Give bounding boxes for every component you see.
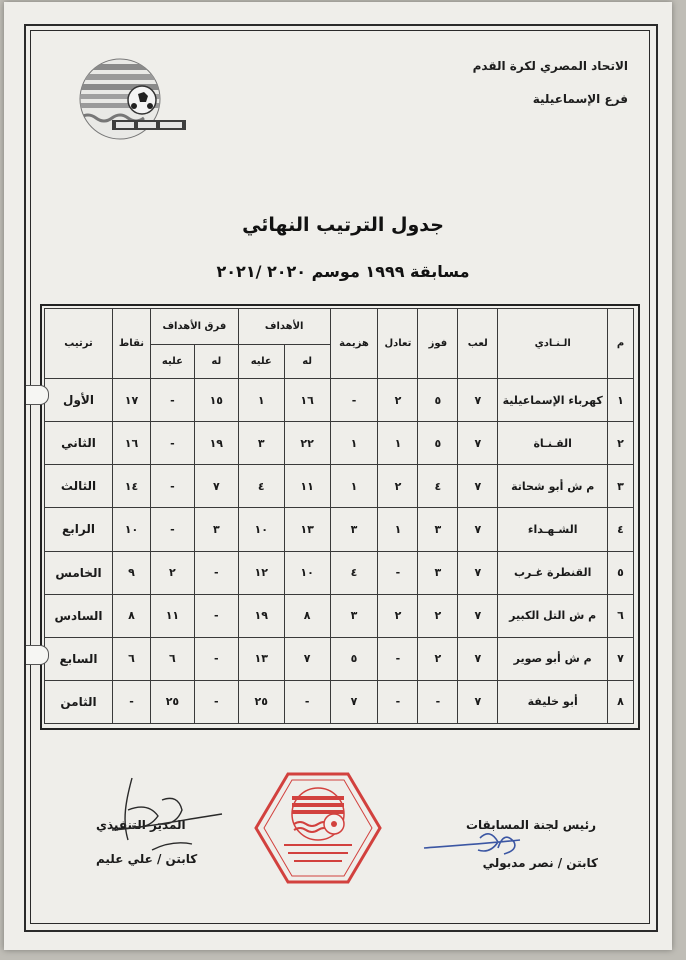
won-count: ٤: [418, 465, 458, 508]
goals-for: -: [284, 680, 330, 723]
drawn-count: ٢: [378, 465, 418, 508]
header-goals-for: له: [284, 345, 330, 379]
goals-against: ٣: [238, 422, 284, 465]
table-row: [45, 422, 634, 465]
club-name: أبو خليفة: [498, 680, 608, 723]
diff-against: -: [150, 422, 194, 465]
goals-for: ١٣: [284, 508, 330, 551]
points: ٨: [113, 594, 151, 637]
diff-for: -: [194, 551, 238, 594]
club-name: الشـهـداء: [498, 508, 608, 551]
goals-for: ٨: [284, 594, 330, 637]
competitions-committee-title: رئيس لجنة المسابقات: [465, 818, 596, 832]
table-row: [45, 551, 634, 594]
played-count: ٧: [458, 680, 498, 723]
header-goals-against: عليه: [238, 345, 284, 379]
diff-against: -: [150, 465, 194, 508]
row-number: ٤: [608, 508, 634, 551]
won-count: ٢: [418, 594, 458, 637]
header-lost: هزيمة: [330, 309, 378, 379]
goals-against: ٢٥: [238, 680, 284, 723]
row-number: ٣: [608, 465, 634, 508]
row-number: ٧: [608, 637, 634, 680]
signature-right-icon: [420, 818, 550, 868]
won-count: ٣: [418, 551, 458, 594]
played-count: ٧: [458, 637, 498, 680]
federation-logo-icon: [68, 56, 188, 142]
position: الثامن: [45, 680, 113, 723]
position: الأول: [45, 379, 113, 422]
page-title: جدول الترتيب النهائي: [242, 214, 444, 236]
drawn-count: ١: [378, 422, 418, 465]
row-number: ٦: [608, 594, 634, 637]
header-won: فوز: [418, 309, 458, 379]
played-count: ٧: [458, 379, 498, 422]
header-diff-for: له: [194, 345, 238, 379]
page-subtitle: مسابقة ١٩٩٩ موسم ٢٠٢٠ /٢٠٢١: [216, 262, 470, 281]
goals-against: ١: [238, 379, 284, 422]
lost-count: ٤: [330, 551, 378, 594]
diff-for: -: [194, 680, 238, 723]
org-name: الاتحاد المصري لكرة القدم: [472, 59, 628, 73]
lost-count: ٣: [330, 508, 378, 551]
played-count: ٧: [458, 508, 498, 551]
drawn-count: -: [378, 680, 418, 723]
diff-against: ٢: [150, 551, 194, 594]
row-number: ١: [608, 379, 634, 422]
diff-against: ٢٥: [150, 680, 194, 723]
competitions-committee-name: كابتن / نصر مدبولي: [482, 856, 598, 870]
diff-against: ١١: [150, 594, 194, 637]
position: الثالث: [45, 465, 113, 508]
drawn-count: -: [378, 637, 418, 680]
goals-for: ١٠: [284, 551, 330, 594]
club-name: القـنـاة: [498, 422, 608, 465]
diff-against: -: [150, 379, 194, 422]
header-diff-against: عليه: [150, 345, 194, 379]
goals-for: ١٦: [284, 379, 330, 422]
club-name: كهرباء الإسماعيلية: [498, 379, 608, 422]
position: السادس: [45, 594, 113, 637]
table-row: [45, 594, 634, 637]
header-points: نقاط: [113, 309, 151, 379]
row-number: ٢: [608, 422, 634, 465]
diff-for: ٧: [194, 465, 238, 508]
header-rank-no: م: [608, 309, 634, 379]
lost-count: ٧: [330, 680, 378, 723]
goals-against: ١٣: [238, 637, 284, 680]
binder-tab: [26, 645, 49, 665]
diff-against: ٦: [150, 637, 194, 680]
drawn-count: ٢: [378, 594, 418, 637]
header-played: لعب: [458, 309, 498, 379]
played-count: ٧: [458, 551, 498, 594]
club-name: القنطرة غـرب: [498, 551, 608, 594]
won-count: -: [418, 680, 458, 723]
won-count: ٥: [418, 422, 458, 465]
lost-count: -: [330, 379, 378, 422]
header-goal-diff: فرق الأهداف: [150, 309, 238, 345]
branch-name: فرع الإسماعيلية: [532, 92, 628, 106]
header-goals: الأهداف: [238, 309, 330, 345]
table-row: [45, 379, 634, 422]
signature-left-icon: [92, 770, 232, 870]
goals-for: ٧: [284, 637, 330, 680]
drawn-count: ٢: [378, 379, 418, 422]
standings-table-frame: [40, 304, 640, 730]
points: ١٤: [113, 465, 151, 508]
lost-count: ٣: [330, 594, 378, 637]
table-row: [45, 680, 634, 723]
position: الرابع: [45, 508, 113, 551]
points: ١٦: [113, 422, 151, 465]
drawn-count: ١: [378, 508, 418, 551]
goals-against: ١٩: [238, 594, 284, 637]
executive-director-title: المدير التنفيذي: [96, 818, 186, 832]
position: السابع: [45, 637, 113, 680]
points: ٩: [113, 551, 151, 594]
club-name: م ش أبو صوير: [498, 637, 608, 680]
diff-against: -: [150, 508, 194, 551]
header-drawn: تعادل: [378, 309, 418, 379]
executive-director-name: كابتن / علي عليم: [96, 852, 198, 866]
org-header: [473, 60, 628, 126]
points: ١٠: [113, 508, 151, 551]
played-count: ٧: [458, 422, 498, 465]
points: ٦: [113, 637, 151, 680]
diff-for: ١٥: [194, 379, 238, 422]
table-row: [45, 637, 634, 680]
goals-for: ١١: [284, 465, 330, 508]
table-row: [45, 508, 634, 551]
club-name: م ش أبو شحاتة: [498, 465, 608, 508]
goals-against: ١٢: [238, 551, 284, 594]
diff-for: -: [194, 637, 238, 680]
row-number: ٥: [608, 551, 634, 594]
federation-seal-icon: [254, 772, 382, 884]
table-row: [45, 465, 634, 508]
position: الخامس: [45, 551, 113, 594]
points: ١٧: [113, 379, 151, 422]
won-count: ٥: [418, 379, 458, 422]
club-name: م ش التل الكبير: [498, 594, 608, 637]
played-count: ٧: [458, 465, 498, 508]
lost-count: ١: [330, 422, 378, 465]
points: -: [113, 680, 151, 723]
lost-count: ١: [330, 465, 378, 508]
header-club: الـنـادي: [498, 309, 608, 379]
won-count: ٣: [418, 508, 458, 551]
diff-for: ١٩: [194, 422, 238, 465]
binder-tab: [26, 385, 49, 405]
goals-against: ٤: [238, 465, 284, 508]
goals-against: ١٠: [238, 508, 284, 551]
won-count: ٢: [418, 637, 458, 680]
header-position: ترتيب: [45, 309, 113, 379]
position: الثاني: [45, 422, 113, 465]
diff-for: ٣: [194, 508, 238, 551]
lost-count: ٥: [330, 637, 378, 680]
row-number: ٨: [608, 680, 634, 723]
drawn-count: -: [378, 551, 418, 594]
goals-for: ٢٢: [284, 422, 330, 465]
standings-table: [44, 308, 634, 724]
diff-for: -: [194, 594, 238, 637]
played-count: ٧: [458, 594, 498, 637]
